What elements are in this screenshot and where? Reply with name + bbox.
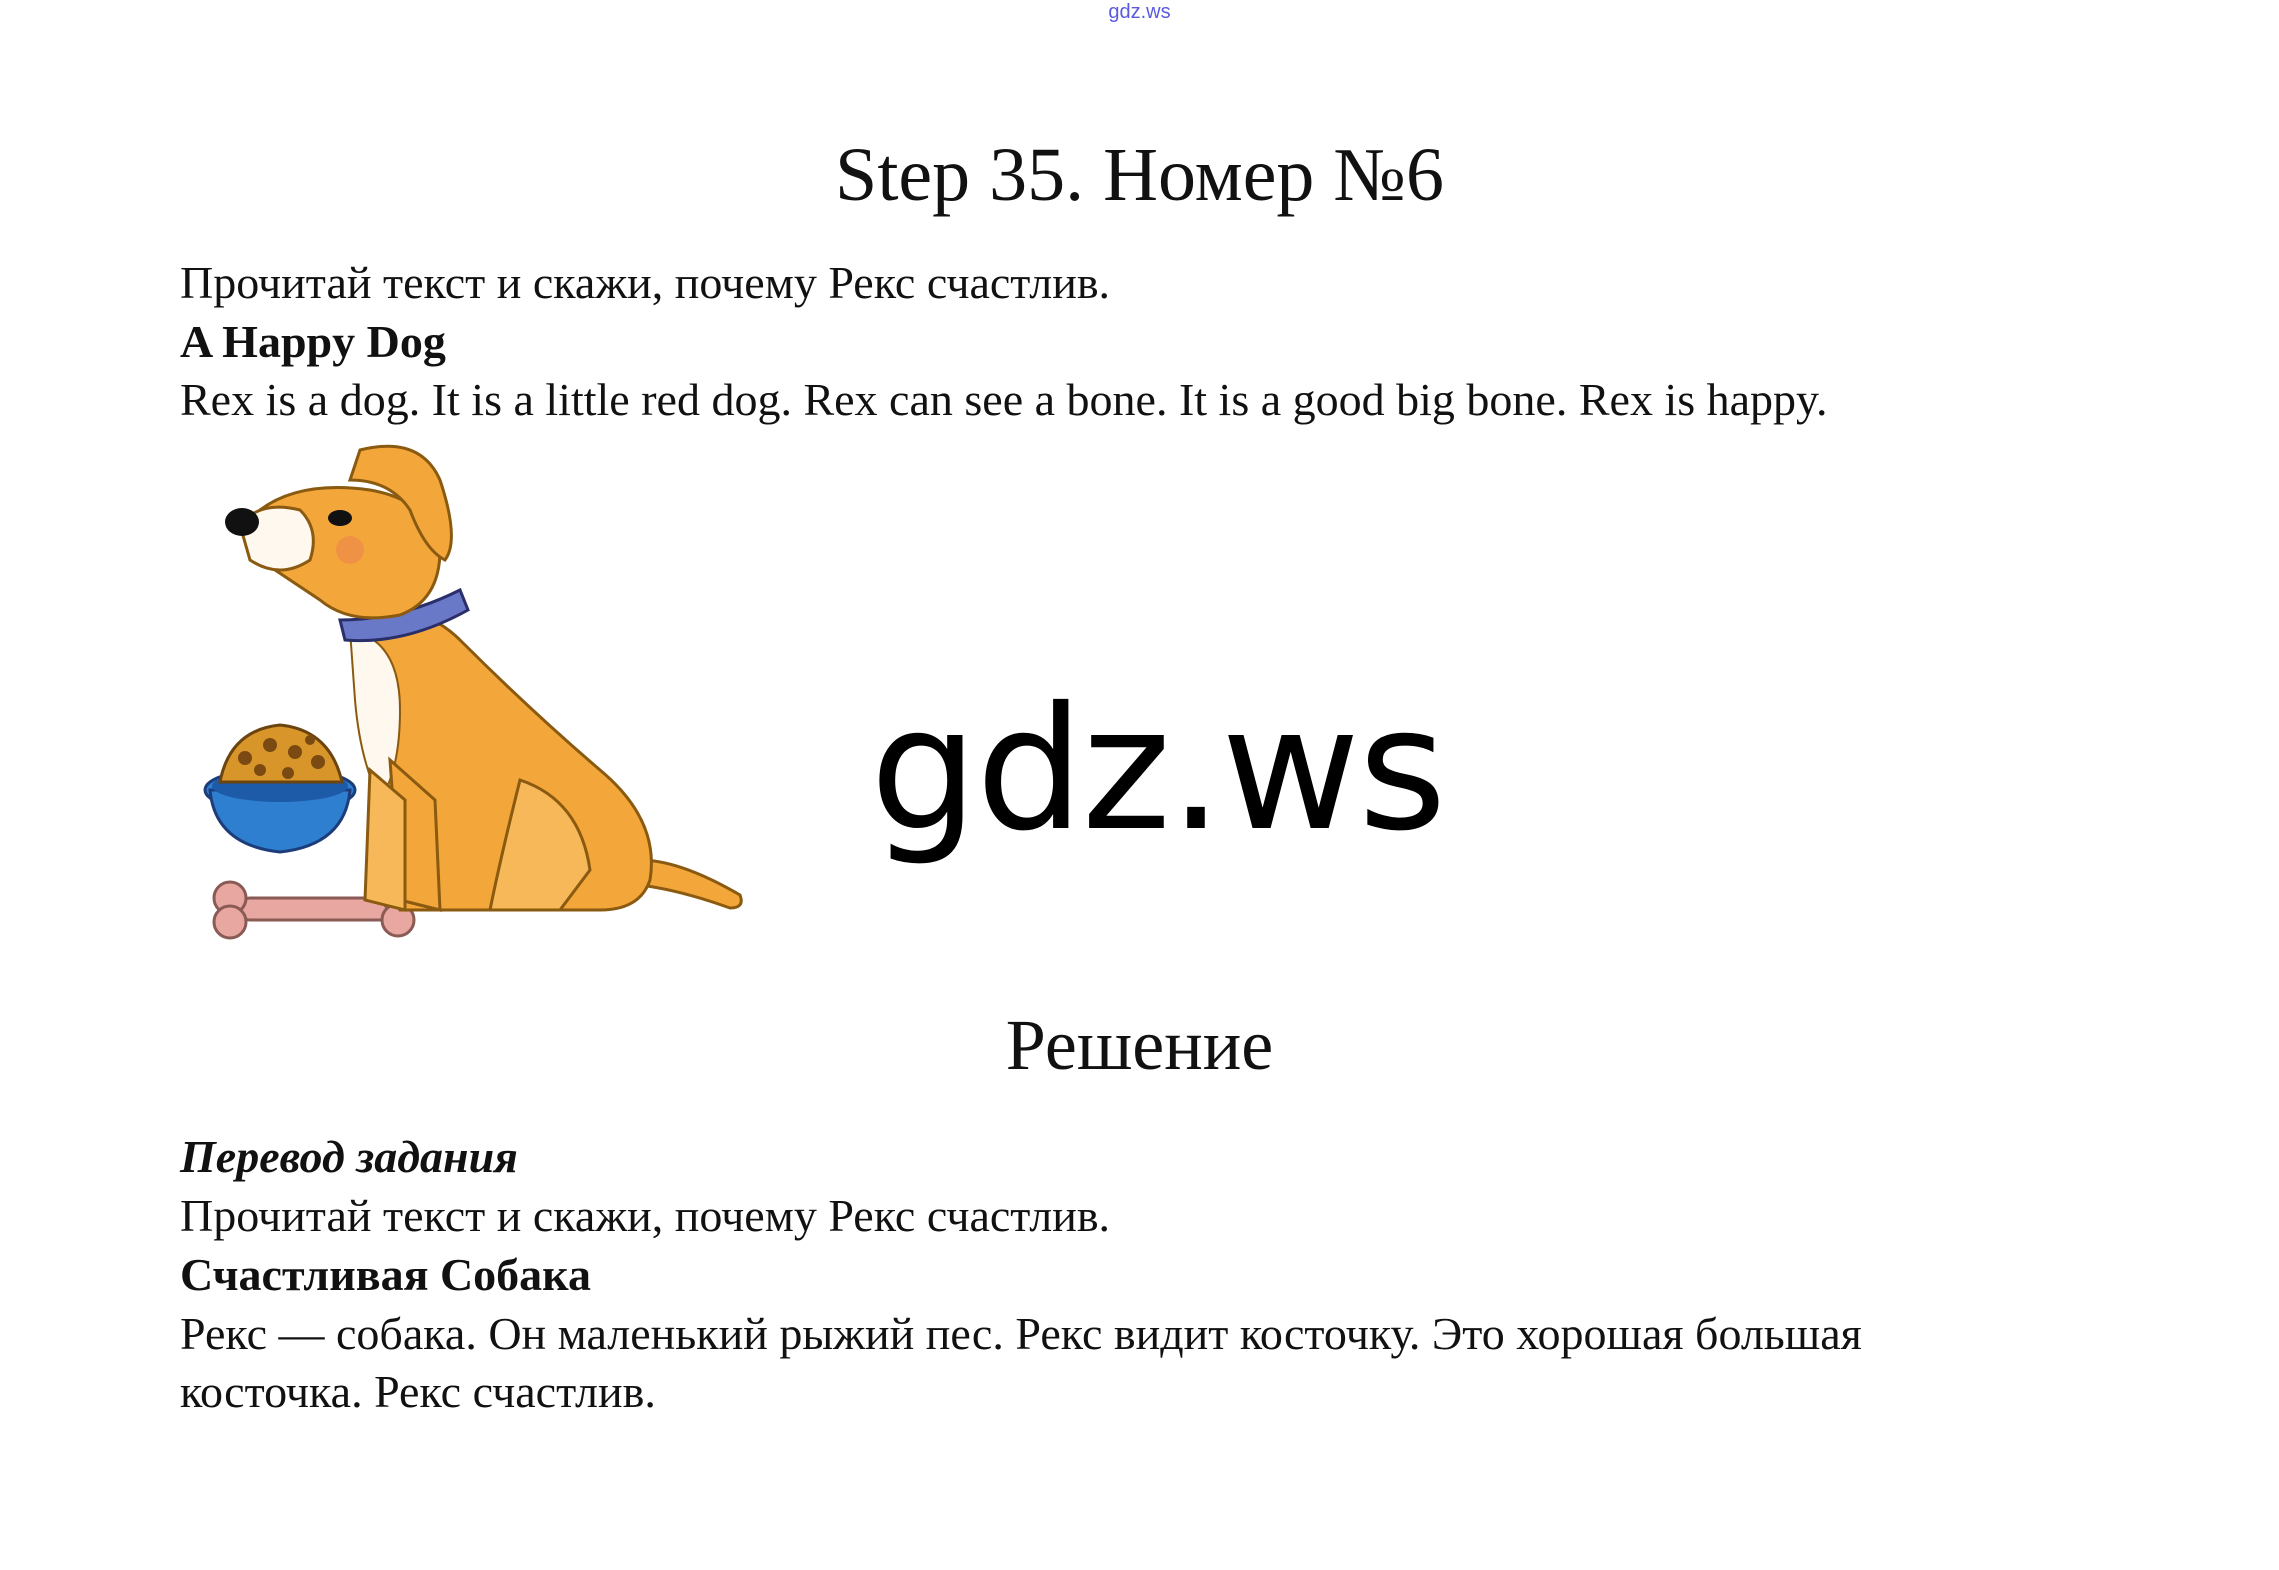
story-title: A Happy Dog (180, 316, 446, 367)
translation-instruction: Прочитай текст и скажи, почему Рекс счастлив. (180, 1190, 1111, 1241)
translation-heading: Перевод задания (180, 1131, 518, 1182)
translation-story-title: Счастливая Собака (180, 1249, 591, 1300)
dog-illustration (200, 440, 760, 960)
story-text: Rex is a dog. It is a little red dog. Rex can see a bone. It is a good big bone. Rex is happy. (180, 374, 1828, 425)
site-link[interactable]: gdz.ws (1108, 1, 1171, 23)
food-bowl-icon (205, 725, 355, 852)
translation-story-line-2: косточка. Рекс счастлив. (180, 1366, 656, 1417)
task-instruction: Прочитай текст и скажи, почему Рекс счастлив. (180, 257, 1111, 308)
translation-story-line-1: Рекс — собака. Он маленький рыжий пес. Рекс видит косточку. Это хорошая большая (180, 1308, 1862, 1359)
solution-heading: Решение (1005, 1005, 1274, 1085)
page-title: Step 35. Номер №6 (835, 133, 1444, 217)
watermark: gdz.ws (870, 671, 1445, 869)
